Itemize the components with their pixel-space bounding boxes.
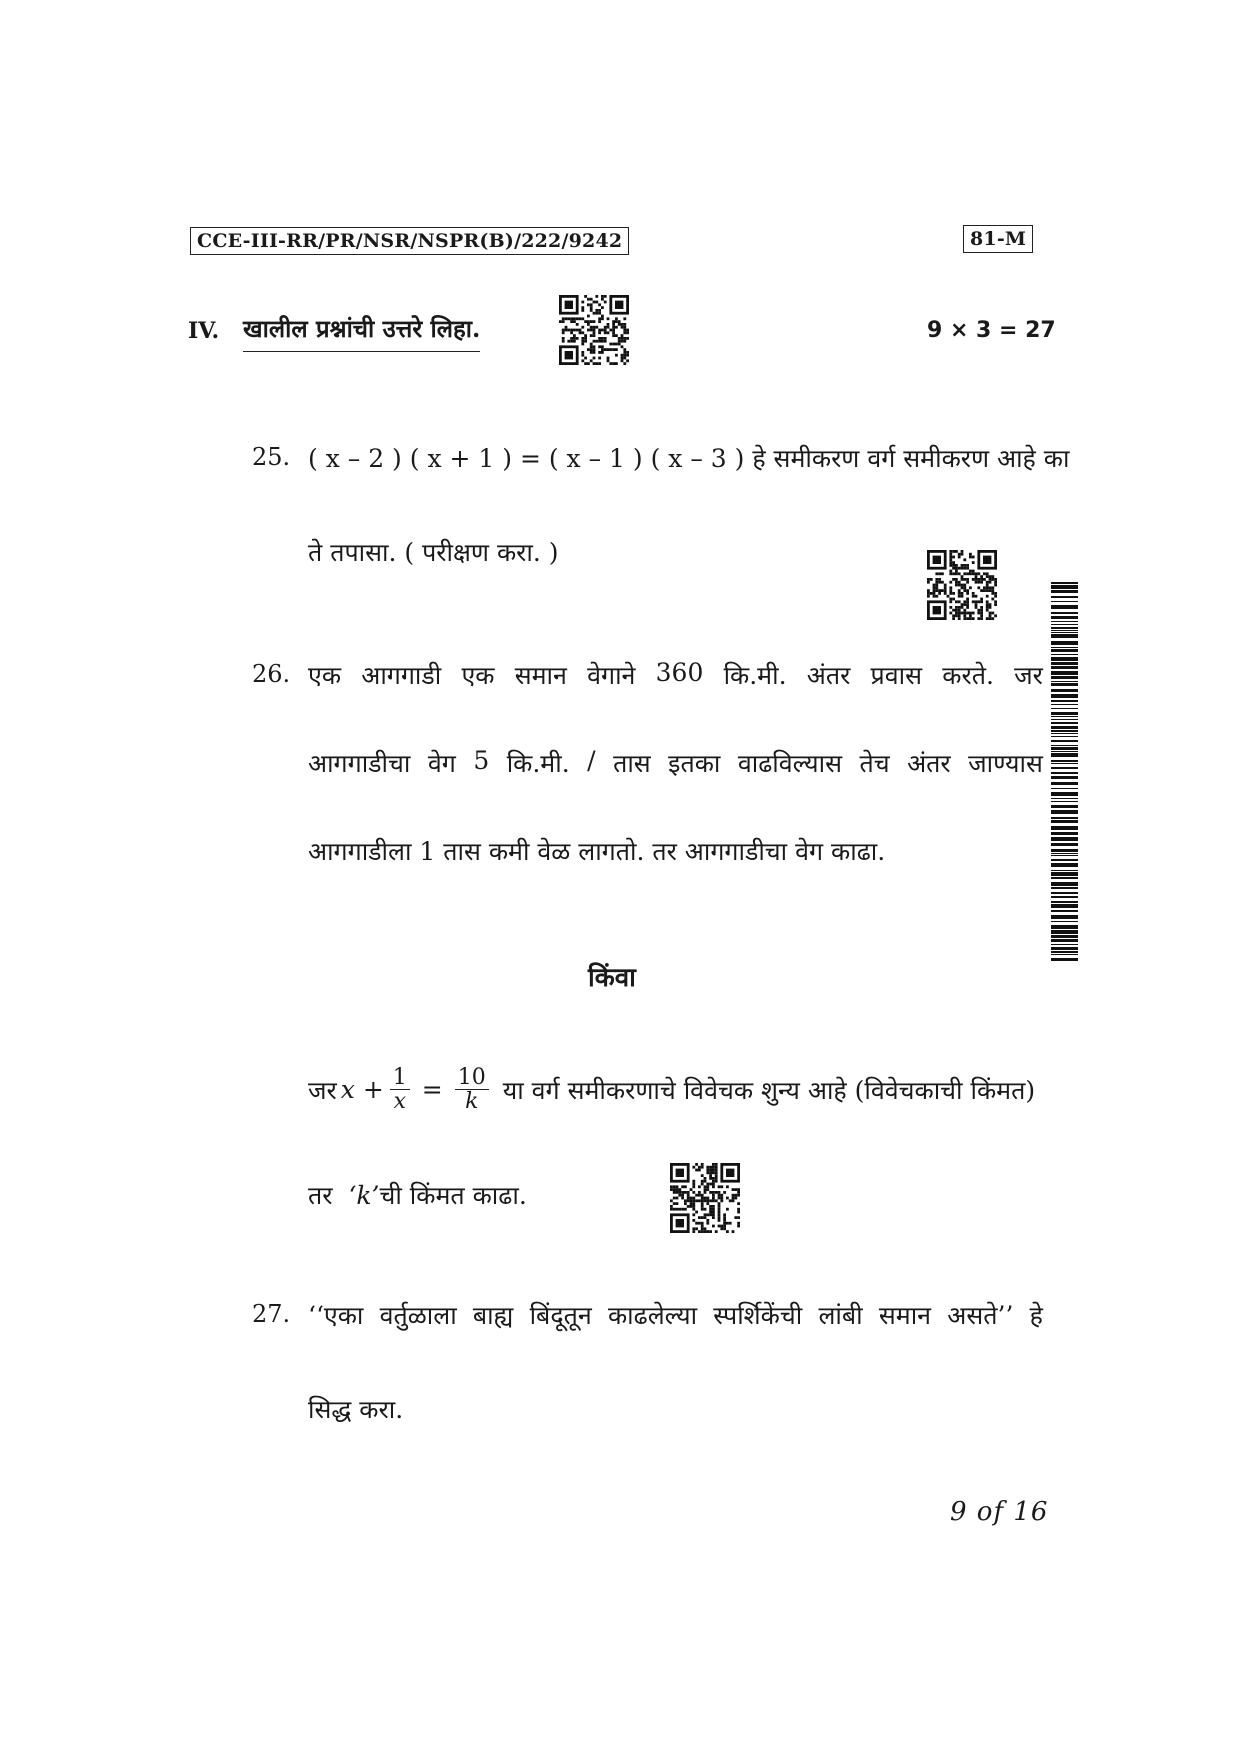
word: असते’’ [947,1301,1014,1330]
alt-line2-pre: तर [308,1181,333,1210]
word: 360 [655,658,704,687]
word: तेच [859,749,890,778]
word: समान [514,661,567,690]
question-26-line-3: आगगाडीला 1 तास कमी वेळ लागतो. तर आगगाडीचा वेग काढा. [308,837,886,866]
word: स्पर्शिकेंची [713,1301,803,1330]
word: वाढविल्यास [737,749,842,778]
word: वेग [427,749,456,778]
fraction-ten-over-k [455,1066,489,1113]
question-26-line-2 [308,746,1043,780]
section-marks: 9 × 3 = 27 [927,318,1056,343]
word: वर्तुळाला [379,1301,457,1330]
question-26-alt-line-1 [308,1066,1035,1113]
word: बाह्य [472,1301,514,1330]
word: लांबी [818,1301,863,1330]
qr-code-q26-or [670,1163,740,1233]
word: हे [1029,1301,1043,1330]
word: अंतर [806,661,851,690]
word: अंतर [907,749,951,778]
word: आगगाडी [361,661,442,690]
fraction-one-over-x [390,1066,410,1113]
word: आगगाडीचा [308,749,411,778]
section-number: IV. [188,318,220,344]
section-title: खालील प्रश्नांची उत्तरे लिहा. [243,312,480,352]
question-26-alt-line-2 [308,1178,527,1212]
alt-variable: x + [340,1075,384,1105]
page-number: 9 of 16 [950,1497,1049,1527]
word: एक [308,661,342,690]
equals-sign: = [421,1075,443,1105]
or-label: किंवा [588,963,636,993]
word: समान [878,1301,932,1330]
fraction-2-denominator: k [465,1089,479,1115]
word: वेगाने [587,661,636,690]
word: काढलेल्या [607,1301,698,1330]
alt-suffix: या वर्ग समीकरणाचे विवेचक शुन्य आहे (विवेचकाची किंमत) [502,1075,1036,1105]
question-27-line-2: सिद्ध करा. [308,1395,404,1424]
fraction-2-numerator: 10 [455,1066,489,1090]
word: कि.मी. [723,661,787,690]
alt-prefix: जर [308,1075,337,1105]
word: करते. [942,661,994,690]
question-25-line-1: ( x – 2 ) ( x + 1 ) = ( x – 1 ) ( x – 3 ) हे समीकरण वर्ग समीकरण आहे का [308,444,1070,473]
word: कि.मी. [506,749,570,778]
word: ‘‘एका [308,1301,364,1330]
barcode-icon [1051,582,1078,962]
fraction-1-numerator: 1 [390,1066,410,1090]
fraction-1-denominator: x [393,1089,406,1115]
alt-line2-post: ची किंमत काढा. [379,1181,527,1210]
word: जर [1014,661,1043,690]
question-26-line-1 [308,658,1043,692]
question-number-26: 26. [252,660,291,688]
question-number-27: 27. [252,1300,291,1328]
qr-code-q25 [927,550,997,620]
word: तास [613,749,651,778]
word: एक [461,661,495,690]
paper-code-badge: 81-M [963,225,1033,253]
paper-series-code: CCE-III-RR/PR/NSR/NSPR(B)/222/9242 [190,227,629,255]
question-27-line-1 [308,1298,1043,1332]
question-25-line-2: ते तपासा. ( परीक्षण करा. ) [308,538,559,567]
word: प्रवास [870,661,923,690]
word: / [587,746,596,775]
word: 5 [473,746,490,775]
word: बिंदूतून [529,1301,592,1330]
word: जाण्यास [968,749,1043,778]
alt-line2-var: ‘k’ [348,1181,380,1210]
question-number-25: 25. [252,443,291,471]
qr-code-section [559,295,629,365]
word: इतका [668,749,721,778]
